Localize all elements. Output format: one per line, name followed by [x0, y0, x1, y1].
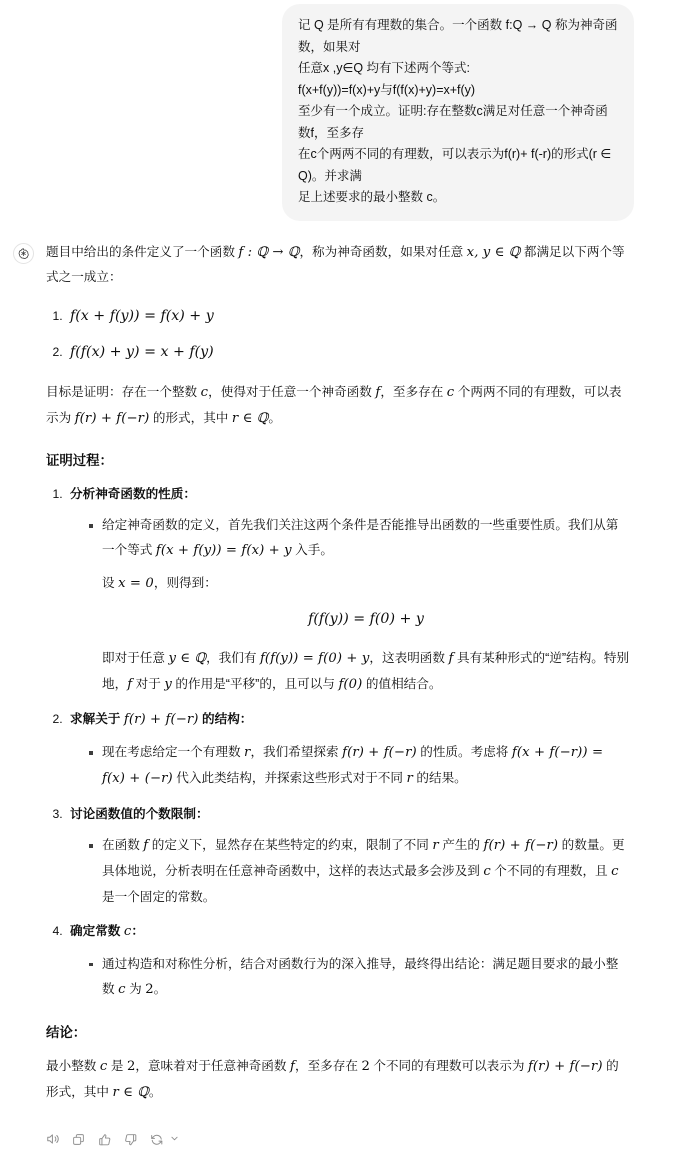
goal-text-4: 个两两不同的有理数，可以表示为: [46, 385, 622, 425]
concl-math-5: f(r) + f(−r): [527, 1059, 603, 1075]
conclusion-heading: 结论：: [46, 1025, 87, 1041]
assistant-message-body: [46, 240, 688, 1119]
s3p1-math-2: r: [432, 838, 439, 854]
s3p1-text-5: 个不同的有理数，且: [490, 863, 612, 878]
openai-logo-icon: [17, 247, 30, 260]
intro-text-1: 题目中给出的条件定义了一个函数: [46, 244, 239, 259]
s2p1-text-3: 的性质。考虑将: [416, 745, 512, 760]
list-item: [89, 833, 630, 909]
display-equation-container: [102, 606, 630, 634]
chevron-down-icon: [170, 1130, 179, 1148]
regenerate-group[interactable]: [145, 1128, 181, 1151]
conclusion-paragraph: [46, 1054, 630, 1105]
s3p1-text-6: 是一个固定的常数。: [102, 889, 216, 904]
goal-text-5: 的形式，其中: [149, 410, 232, 425]
user-message-row: [0, 0, 688, 221]
s1p3-text-4: 具有某种形式的“逆”结构。特别地，: [102, 650, 630, 691]
concl-text-3: ，意味着对于任意神奇函数: [135, 1059, 290, 1074]
step-1-para-2: [102, 571, 630, 597]
proof-heading: 证明过程：: [46, 452, 113, 468]
step-4-para-1: [102, 952, 630, 1002]
avatar-column: [0, 240, 46, 1119]
user-message-line: 足上述要求的最小整数 c。: [298, 190, 446, 204]
goal-text-1: 目标是证明：存在一个整数: [46, 385, 201, 400]
step-4-title-math: c: [123, 924, 132, 940]
list-item: [89, 952, 630, 1002]
s3p1-math-4: c: [483, 863, 491, 879]
thumbs-down-icon: [124, 1133, 138, 1147]
s3p1-text-4: 的数量。更具体地说，分析表明在任意神奇函数中，这样的表达式最多会涉及到: [102, 838, 625, 878]
regenerate-button[interactable]: [145, 1128, 168, 1151]
concl-text-1: 最小整数: [46, 1059, 100, 1074]
goal-math-5: r ∈ ℚ: [231, 410, 269, 426]
concl-text-5: 个不同的有理数可以表示为: [369, 1059, 528, 1074]
step-3-para-1: [102, 833, 630, 909]
step-3-bullets: [70, 833, 630, 909]
concl-text-6: 的形式，其中: [46, 1059, 619, 1100]
s3p1-math-1: f: [143, 838, 149, 854]
step-2-bullets: [70, 740, 630, 791]
thumbs-down-button[interactable]: [119, 1128, 142, 1151]
concl-text-7: 。: [148, 1085, 162, 1100]
s4p1-math-1: c: [118, 981, 126, 997]
read-aloud-button[interactable]: [41, 1128, 64, 1151]
proof-step-4: [66, 919, 630, 1002]
intro-text-3: 都满足以下两个等式之一成立：: [46, 244, 625, 285]
goal-text-3: ，至多存在: [380, 385, 447, 400]
user-message-line: 记 Q 是所有有理数的集合。一个函数 f:Q → Q 称为神奇函数，如果对: [298, 18, 618, 54]
s3p1-math-5: c: [611, 863, 619, 879]
proof-step-2: [66, 707, 630, 791]
copy-icon: [72, 1133, 85, 1146]
s4p1-text-1: 通过构造和对称性分析，结合对函数行为的深入推导，最终得出结论：满足题目要求的最小整数: [102, 956, 619, 996]
user-message-bubble[interactable]: [282, 4, 634, 221]
s1p1-text-1: 给定神奇函数的定义，首先我们关注这两个条件是否能推导出函数的一些重要性质。我们从第一个等式: [102, 518, 619, 557]
intro-paragraph: [46, 240, 630, 290]
intro-math-1: f : ℚ → ℚ: [238, 244, 300, 260]
s1p3-text-7: 的值相结合。: [362, 676, 442, 691]
equation-list: [46, 303, 630, 367]
thumbs-up-button[interactable]: [93, 1128, 116, 1151]
s4p1-math-2: 2: [145, 981, 154, 997]
step-1-para-1: [102, 513, 630, 563]
s2p1-math-2: f(r) + f(−r): [342, 745, 417, 761]
s1p3-math-6: f(0): [338, 676, 363, 692]
s2p1-text-4: 代入此类结构，并探索这些形式对于不同: [172, 770, 407, 785]
goal-text-6: 。: [268, 410, 281, 425]
list-item: [89, 740, 630, 791]
s1p2-text-2: ，则得到：: [153, 575, 217, 590]
message-action-toolbar: [0, 1119, 688, 1151]
goal-math-4: f(r) + f(−r): [74, 410, 150, 426]
s1p3-math-2: f(f(y)) = f(0) + y: [259, 650, 370, 666]
s1p3-text-5: 对于: [132, 676, 165, 691]
s2p1-text-5: 的结果。: [412, 770, 467, 785]
s1p3-math-4: f: [127, 676, 133, 692]
intro-text-2: ，称为神奇函数，如果对任意: [299, 244, 467, 259]
s1p3-math-3: f: [448, 650, 454, 666]
s1p3-text-2: ，我们有: [206, 650, 260, 665]
user-message-line: 任意x ,y∈Q 均有下述两个等式:: [298, 61, 471, 75]
s1p1-math-1: f(x + f(y)) = f(x) + y: [155, 542, 292, 558]
s3p1-math-3: f(r) + f(−r): [483, 838, 559, 854]
s4p1-text-2: 为: [125, 981, 146, 996]
goal-math-1: c: [200, 385, 209, 401]
step-1-title-suffix: ：: [183, 486, 196, 501]
concl-text-4: ，至多存在: [294, 1059, 362, 1074]
s3p1-text-2: 的定义下，显然存在某些特定的约束，限制了不同: [148, 838, 433, 853]
user-message-line: 在c个两两不同的有理数，可以表示为f(r)+ f(-r)的形式(r ∈ Q)。并求满: [298, 147, 612, 183]
s2p1-text-2: ，我们希望探索: [250, 745, 343, 760]
step-2-title-math: f(r) + f(−r): [123, 712, 199, 728]
s1p3-text-6: 的作用是“平移”的，且可以与: [171, 676, 339, 691]
step-1-bullets: [70, 513, 630, 697]
list-item: [89, 513, 630, 697]
step-2-title: 求解关于: [70, 712, 124, 727]
step-4-bullets: [70, 952, 630, 1002]
thumbs-up-icon: [98, 1133, 112, 1147]
proof-step-1: [66, 482, 630, 698]
intro-math-2: x, y ∈ ℚ: [466, 244, 521, 260]
copy-button[interactable]: [67, 1128, 90, 1151]
step-2-para-1: [102, 740, 630, 791]
step-1-para-3: [102, 646, 630, 697]
concl-math-3: f: [289, 1059, 295, 1075]
proof-step-list: [46, 482, 630, 1003]
s2p1-math-1: r: [244, 745, 251, 761]
regenerate-icon: [150, 1133, 164, 1147]
step-3-title-suffix: ：: [195, 806, 209, 821]
s1p3-math-1: y ∈ ℚ: [168, 650, 207, 666]
s1p3-text-1: 即对于任意: [102, 650, 169, 665]
equation-1: f(x + f(y)) = f(x) + y: [70, 307, 214, 324]
s2p1-math-4: r: [406, 770, 413, 786]
s3p1-text-1: 在函数: [102, 838, 144, 853]
concl-math-1: c: [99, 1059, 108, 1075]
concl-math-4: 2: [361, 1059, 370, 1075]
step-4-title: 确定常数: [70, 924, 124, 939]
s1p1-text-2: 入手。: [291, 542, 333, 557]
s3p1-text-3: 产生的: [438, 838, 484, 853]
s1p2-math-1: x = 0: [118, 575, 154, 591]
assistant-avatar: [13, 243, 34, 264]
goal-math-2: f: [375, 385, 381, 401]
assistant-message-row: [0, 221, 688, 1119]
list-item: [66, 339, 630, 367]
s1p2-text-1: 设: [102, 575, 119, 590]
concl-text-2: 是: [107, 1059, 127, 1074]
s2p1-math-3: f(x + f(−r)) = f(x) + (−r): [102, 745, 604, 786]
display-equation: f(f(y)) = f(0) + y: [308, 611, 424, 628]
s2p1-text-1: 现在考虑给定一个有理数: [102, 745, 245, 760]
goal-paragraph: [46, 380, 630, 431]
s1p3-text-3: ，这表明函数: [369, 650, 449, 665]
step-4-title-suffix: ：: [131, 924, 144, 939]
goal-math-3: c: [446, 385, 455, 401]
goal-text-2: ，使得对于任意一个神奇函数: [208, 385, 376, 400]
concl-math-2: 2: [126, 1059, 136, 1075]
regenerate-dropdown-button[interactable]: [168, 1128, 181, 1151]
equation-2: f(f(x) + y) = x + f(y): [70, 344, 214, 361]
step-1-title: 分析神奇函数的性质: [70, 486, 184, 501]
list-item: [66, 303, 630, 331]
step-2-title-suffix: 的结构：: [198, 712, 253, 727]
s1p3-math-5: y: [164, 676, 172, 692]
user-message-line: f(x+f(y))=f(x)+y与f(f(x)+y)=x+f(y): [298, 82, 476, 97]
read-aloud-icon: [46, 1132, 60, 1146]
user-message-line: 至少有一个成立。证明:存在整数c满足对任意一个神奇函数f，至多存: [298, 104, 608, 140]
concl-math-6: r ∈ ℚ: [112, 1085, 149, 1101]
proof-step-3: [66, 802, 630, 910]
step-3-title: 讨论函数值的个数限制: [70, 806, 196, 821]
s4p1-text-3: 。: [153, 981, 167, 996]
